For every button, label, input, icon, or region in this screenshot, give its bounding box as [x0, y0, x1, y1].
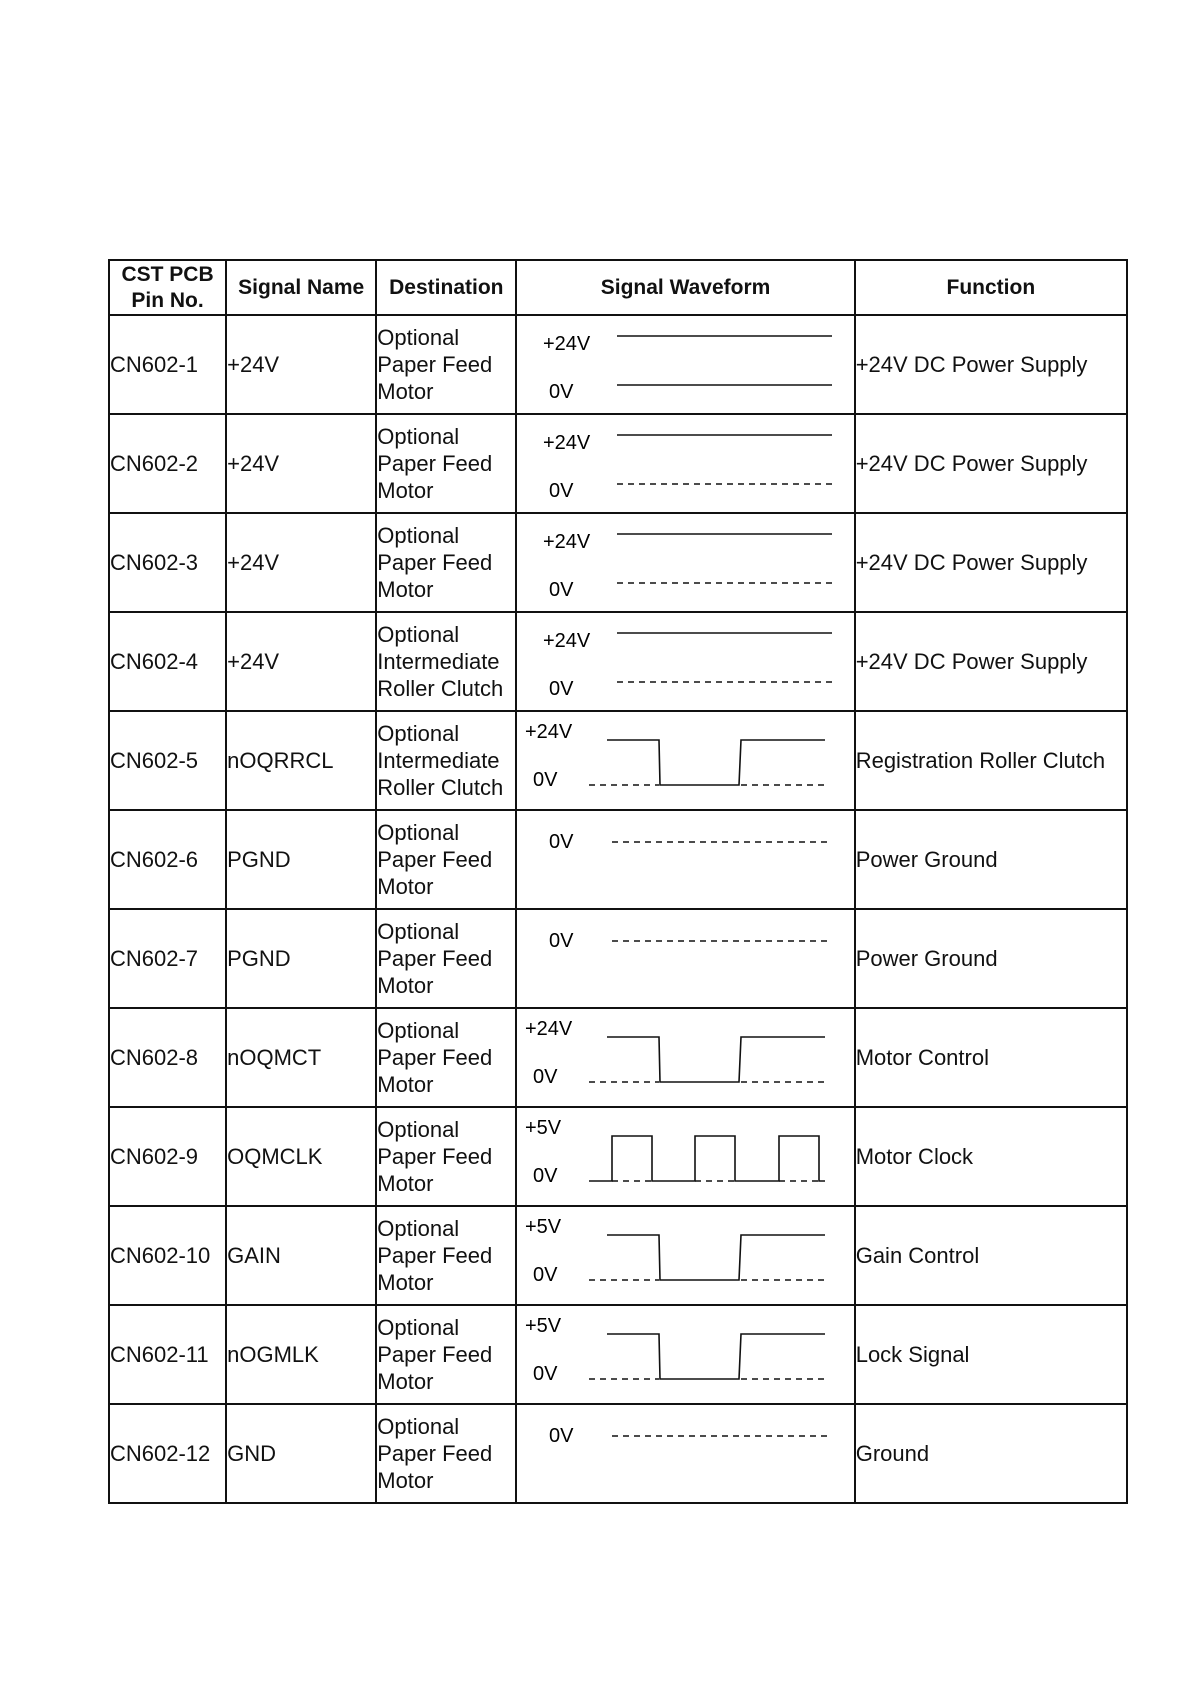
low-level-label: 0V	[549, 831, 574, 853]
destination-line: Optional	[377, 1018, 460, 1043]
pin-number-cell: CN602-9	[109, 1107, 226, 1206]
waveform-diagram	[517, 1405, 854, 1502]
pin-number-cell: CN602-11	[109, 1305, 226, 1404]
waveform-diagram	[517, 514, 854, 611]
waveform-diagram	[517, 1306, 854, 1403]
destination-cell	[376, 1404, 516, 1503]
destination-line: Optional	[377, 325, 460, 350]
destination-line: Optional	[377, 721, 460, 746]
pin-assignment-table	[108, 259, 1128, 1504]
low-level-label: 0V	[549, 678, 574, 700]
table-row	[109, 1008, 1127, 1107]
pin-number-cell: CN602-5	[109, 711, 226, 810]
destination-line: Roller Clutch	[377, 775, 504, 800]
function-cell: Lock Signal	[855, 1305, 1127, 1404]
destination-line: Paper Feed	[377, 352, 493, 377]
destination-line: Paper Feed	[377, 1045, 493, 1070]
signal-name-cell: nOQMCT	[226, 1008, 376, 1107]
pin-number-cell: CN602-3	[109, 513, 226, 612]
destination-cell	[376, 909, 516, 1008]
destination-cell	[376, 1008, 516, 1107]
signal-name-cell: +24V	[226, 315, 376, 414]
waveform-cell	[516, 1305, 854, 1404]
waveform-cell	[516, 909, 854, 1008]
destination-line: Optional	[377, 1216, 460, 1241]
destination-cell	[376, 414, 516, 513]
destination-line: Paper Feed	[377, 847, 493, 872]
pulse-trace	[607, 740, 825, 785]
destination-cell	[376, 711, 516, 810]
destination-line: Motor	[377, 1468, 434, 1493]
waveform-diagram	[517, 910, 854, 1007]
low-level-label: 0V	[533, 1264, 558, 1286]
table-row	[109, 711, 1127, 810]
table-row	[109, 810, 1127, 909]
pin-number-cell: CN602-1	[109, 315, 226, 414]
low-level-label: 0V	[533, 769, 558, 791]
destination-line: Optional	[377, 1414, 460, 1439]
waveform-cell	[516, 1404, 854, 1503]
destination-line: Optional	[377, 1117, 460, 1142]
destination-line: Motor	[377, 478, 434, 503]
pin-number-cell: CN602-10	[109, 1206, 226, 1305]
table-row	[109, 612, 1127, 711]
waveform-diagram	[517, 712, 854, 809]
destination-cell	[376, 315, 516, 414]
header-row	[109, 260, 1127, 315]
waveform-cell	[516, 414, 854, 513]
table-row	[109, 1305, 1127, 1404]
destination-line: Paper Feed	[377, 1144, 493, 1169]
destination-line: Intermediate	[377, 649, 500, 674]
function-cell: Ground	[855, 1404, 1127, 1503]
pin-number-cell: CN602-2	[109, 414, 226, 513]
function-cell: +24V DC Power Supply	[855, 513, 1127, 612]
high-level-label: +24V	[543, 432, 591, 454]
destination-line: Paper Feed	[377, 1342, 493, 1367]
waveform-cell	[516, 513, 854, 612]
pin-number-cell: CN602-4	[109, 612, 226, 711]
waveform-diagram	[517, 1009, 854, 1106]
low-level-label: 0V	[533, 1363, 558, 1385]
destination-line: Paper Feed	[377, 550, 493, 575]
destination-line: Optional	[377, 919, 460, 944]
destination-line: Motor	[377, 1270, 434, 1295]
destination-line: Optional	[377, 424, 460, 449]
function-cell: Power Ground	[855, 909, 1127, 1008]
waveform-cell	[516, 315, 854, 414]
destination-line: Motor	[377, 973, 434, 998]
destination-line: Optional	[377, 1315, 460, 1340]
low-level-label: 0V	[549, 1425, 574, 1447]
destination-line: Motor	[377, 874, 434, 899]
waveform-diagram	[517, 316, 854, 413]
destination-line: Optional	[377, 820, 460, 845]
high-level-label: +24V	[543, 630, 591, 652]
clock-trace	[589, 1136, 825, 1181]
high-level-label: +24V	[525, 1018, 573, 1040]
low-level-label: 0V	[533, 1165, 558, 1187]
high-level-label: +5V	[525, 1216, 562, 1238]
destination-line: Paper Feed	[377, 946, 493, 971]
header-destination: Destination	[376, 260, 516, 315]
signal-name-cell: nOGMLK	[226, 1305, 376, 1404]
pulse-trace	[607, 1037, 825, 1082]
signal-name-cell: OQMCLK	[226, 1107, 376, 1206]
function-cell: Motor Clock	[855, 1107, 1127, 1206]
function-cell: Gain Control	[855, 1206, 1127, 1305]
destination-cell	[376, 1206, 516, 1305]
destination-line: Motor	[377, 379, 434, 404]
waveform-cell	[516, 1206, 854, 1305]
destination-line: Paper Feed	[377, 1243, 493, 1268]
header-pin-line2: Pin No.	[131, 288, 204, 312]
waveform-diagram	[517, 811, 854, 908]
destination-line: Optional	[377, 523, 460, 548]
function-cell: +24V DC Power Supply	[855, 414, 1127, 513]
waveform-diagram	[517, 613, 854, 710]
destination-cell	[376, 612, 516, 711]
destination-line: Paper Feed	[377, 451, 493, 476]
waveform-cell	[516, 711, 854, 810]
destination-line: Intermediate	[377, 748, 500, 773]
function-cell: Registration Roller Clutch	[855, 711, 1127, 810]
low-level-label: 0V	[549, 381, 574, 403]
low-level-label: 0V	[549, 480, 574, 502]
header-pin-line1: CST PCB	[121, 262, 214, 286]
header-signal-waveform: Signal Waveform	[516, 260, 854, 315]
table-row	[109, 1404, 1127, 1503]
signal-name-cell: PGND	[226, 810, 376, 909]
destination-line: Motor	[377, 577, 434, 602]
high-level-label: +5V	[525, 1315, 562, 1337]
header-signal-name: Signal Name	[226, 260, 376, 315]
destination-line: Roller Clutch	[377, 676, 504, 701]
pulse-trace	[607, 1235, 825, 1280]
waveform-cell	[516, 810, 854, 909]
header-pin-no	[109, 260, 226, 315]
low-level-label: 0V	[549, 930, 574, 952]
signal-name-cell: GAIN	[226, 1206, 376, 1305]
function-cell: +24V DC Power Supply	[855, 612, 1127, 711]
pin-number-cell: CN602-6	[109, 810, 226, 909]
destination-cell	[376, 810, 516, 909]
table-row	[109, 1206, 1127, 1305]
high-level-label: +24V	[543, 333, 591, 355]
function-cell: Power Ground	[855, 810, 1127, 909]
waveform-diagram	[517, 1207, 854, 1304]
destination-line: Motor	[377, 1072, 434, 1097]
table-row	[109, 315, 1127, 414]
destination-line: Optional	[377, 622, 460, 647]
high-level-label: +24V	[525, 721, 573, 743]
high-level-label: +24V	[543, 531, 591, 553]
table-row	[109, 414, 1127, 513]
waveform-diagram	[517, 1108, 854, 1205]
destination-line: Motor	[377, 1171, 434, 1196]
signal-name-cell: +24V	[226, 612, 376, 711]
signal-name-cell: GND	[226, 1404, 376, 1503]
waveform-diagram	[517, 415, 854, 512]
waveform-cell	[516, 1107, 854, 1206]
signal-name-cell: nOQRRCL	[226, 711, 376, 810]
pin-number-cell: CN602-8	[109, 1008, 226, 1107]
pin-number-cell: CN602-12	[109, 1404, 226, 1503]
function-cell: +24V DC Power Supply	[855, 315, 1127, 414]
pulse-trace	[607, 1334, 825, 1379]
table-row	[109, 513, 1127, 612]
waveform-cell	[516, 612, 854, 711]
destination-cell	[376, 1305, 516, 1404]
destination-cell	[376, 513, 516, 612]
table-row	[109, 909, 1127, 1008]
low-level-label: 0V	[533, 1066, 558, 1088]
signal-name-cell: PGND	[226, 909, 376, 1008]
header-function: Function	[855, 260, 1127, 315]
table-row	[109, 1107, 1127, 1206]
low-level-label: 0V	[549, 579, 574, 601]
destination-cell	[376, 1107, 516, 1206]
destination-line: Paper Feed	[377, 1441, 493, 1466]
destination-line: Motor	[377, 1369, 434, 1394]
function-cell: Motor Control	[855, 1008, 1127, 1107]
waveform-cell	[516, 1008, 854, 1107]
signal-name-cell: +24V	[226, 414, 376, 513]
pin-number-cell: CN602-7	[109, 909, 226, 1008]
high-level-label: +5V	[525, 1117, 562, 1139]
signal-name-cell: +24V	[226, 513, 376, 612]
